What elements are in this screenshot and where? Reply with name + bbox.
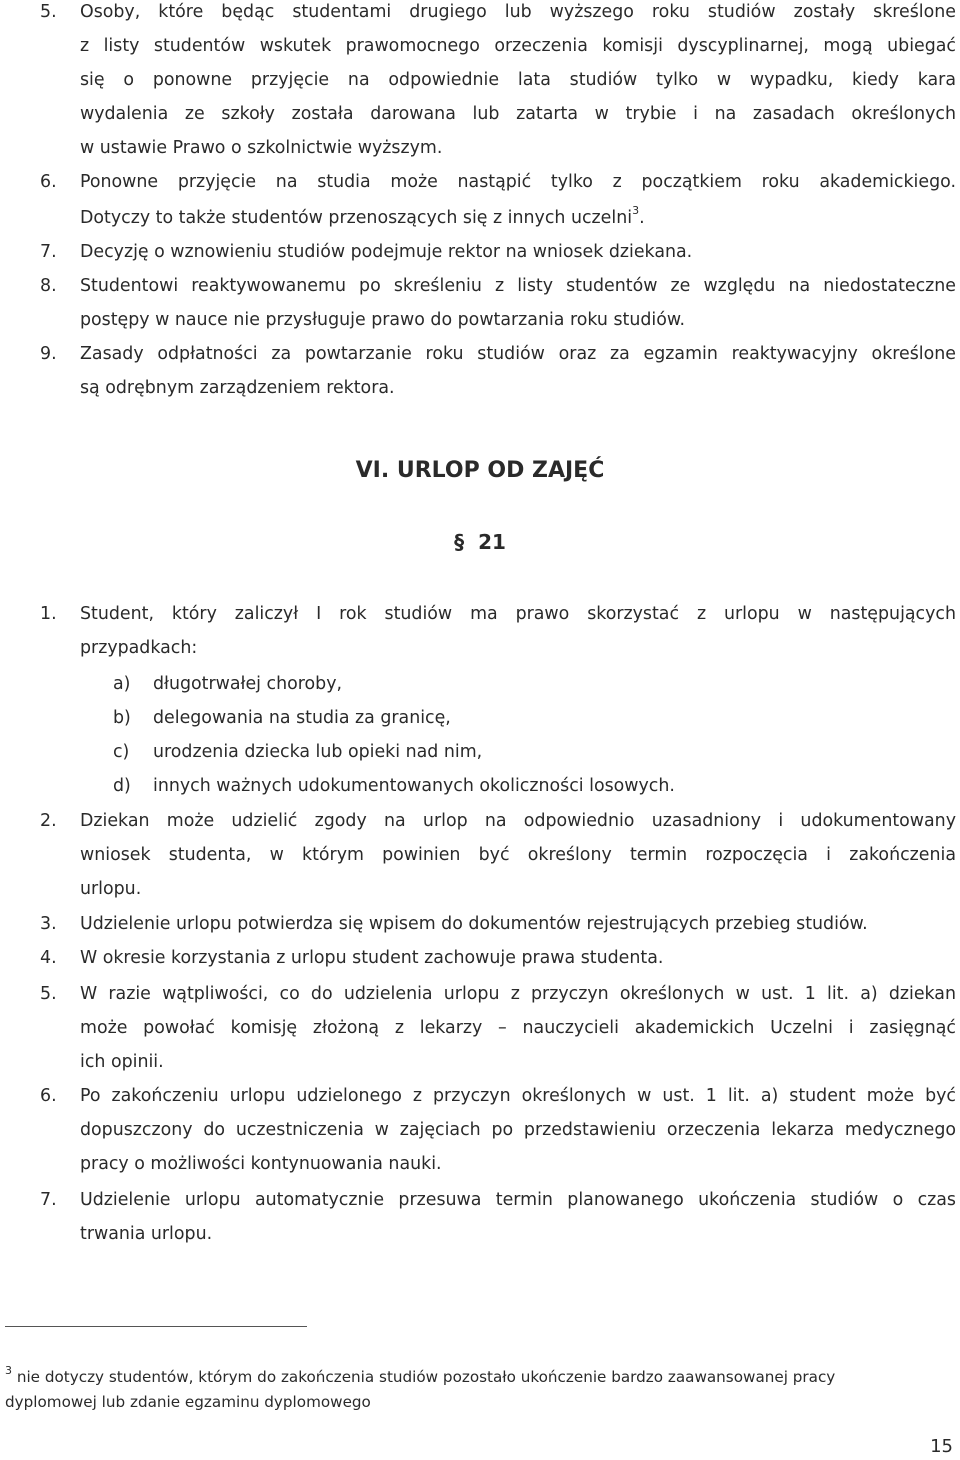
page-number: 15 [930,1436,953,1457]
sub-item-a [113,674,342,694]
item-line-text: Dotyczy to także studentów przenoszących się z innych uczelni [80,207,633,228]
paragraph-heading [0,530,960,554]
item-line: Udzielenie urlopu potwierdza się wpisem do dokumentów rejestrujących przebieg studiów. [80,914,868,934]
item-line: może powołać komisję złożoną z lekarzy – nauczycieli akademickich Uczelni i zasięgnąć [80,1018,956,1038]
item-line [80,206,645,228]
item-line: w ustawie Prawo o szkolnictwie wyższym. [80,138,443,158]
item-number: 9. [40,344,57,364]
footnote-reference[interactable]: 3 [632,204,640,217]
item-line: Decyzję o wznowieniu studiów podejmuje rektor na wniosek dziekana. [80,242,693,262]
item-number: 7. [40,242,57,262]
item-line: pracy o możliwości kontynuowania nauki. [80,1154,442,1174]
sub-item-b [113,708,451,728]
item-line: W razie wątpliwości, co do udzielenia urlopu z przyczyn określonych w ust. 1 lit. a) dziekan [80,984,956,1004]
sub-item-letter: a) [113,674,131,694]
item-number: 7. [40,1190,57,1210]
item-line: postępy w nauce nie przysługuje prawo do powtarzania roku studiów. [80,310,686,330]
item-line: z listy studentów wskutek prawomocnego orzeczenia komisji dyscyplinarnej, mogą ubiegać [80,36,956,56]
footnote-separator [5,1326,307,1327]
item-number: 6. [40,172,57,192]
item-number: 6. [40,1086,57,1106]
item-line: są odrębnym zarządzeniem rektora. [80,378,395,398]
sub-item-letter: b) [113,708,131,728]
sub-item-text: urodzenia dziecka lub opieki nad nim, [153,742,483,762]
sub-item-letter: c) [113,742,130,762]
item-line: wniosek studenta, w którym powinien być określony termin rozpoczęcia i zakończenia [80,845,956,865]
item-number: 2. [40,811,57,831]
item-line: Ponowne przyjęcie na studia może nastąpić tylko z początkiem roku akademickiego. [80,172,956,192]
paragraph-number: 21 [478,530,506,554]
item-line: wydalenia ze szkoły została darowana lub zatarta w trybie i na zasadach określonych [80,104,956,124]
item-line: Dziekan może udzielić zgody na urlop na odpowiednio uzasadniony i udokumentowany [80,811,956,831]
item-line: przypadkach: [80,638,198,658]
item-line: Udzielenie urlopu automatycznie przesuwa termin planowanego ukończenia studiów o czas [80,1190,956,1210]
item-line: urlopu. [80,879,142,899]
item-number: 3. [40,914,57,934]
item-line: Po zakończeniu urlopu udzielonego z przyczyn określonych w ust. 1 lit. a) student może być [80,1086,956,1106]
sub-item-d [113,776,675,796]
item-line: Student, który zaliczył I rok studiów ma prawo skorzystać z urlopu w następujących [80,604,956,624]
sub-item-letter: d) [113,776,131,796]
item-line: trwania urlopu. [80,1224,213,1244]
item-line: się o ponowne przyjęcie na odpowiednie lata studiów tylko w wypadku, kiedy kara [80,70,956,90]
item-number: 4. [40,948,57,968]
sub-item-text: delegowania na studia za granicę, [153,708,451,728]
paragraph-symbol: § [454,530,465,554]
item-line: W okresie korzystania z urlopu student zachowuje prawa studenta. [80,948,664,968]
item-line: dopuszczony do uczestniczenia w zajęciach po przedstawieniu orzeczenia lekarza medycznego [80,1120,956,1140]
sub-item-c [113,742,482,762]
item-number: 5. [40,2,57,22]
sub-item-text: innych ważnych udokumentowanych okoliczności losowych. [153,776,675,796]
item-line: ich opinii. [80,1052,164,1072]
item-line: Zasady odpłatności za powtarzanie roku studiów oraz za egzamin reaktywacyjny określone [80,344,956,364]
item-line: Studentowi reaktywowanemu po skreśleniu z listy studentów ze względu na niedostateczne [80,276,956,296]
item-number: 1. [40,604,57,624]
footnote-text: nie dotyczy studentów, którym do zakończenia studiów pozostało ukończenie bardzo zaawansowanej pracy [16,1368,836,1387]
item-number: 5. [40,984,57,1004]
item-number: 8. [40,276,57,296]
section-heading: VI. URLOP OD ZAJĘĆ [355,458,605,483]
sub-item-text: długotrwałej choroby, [153,674,343,694]
item-line-end: . [639,207,645,228]
footnote-line [5,1366,835,1386]
footnote-mark: 3 [5,1364,12,1377]
footnote-line: dyplomowej lub zdanie egzaminu dyplomowego [5,1393,371,1411]
item-line: Osoby, które będąc studentami drugiego lub wyższego roku studiów zostały skreślone [80,2,956,22]
